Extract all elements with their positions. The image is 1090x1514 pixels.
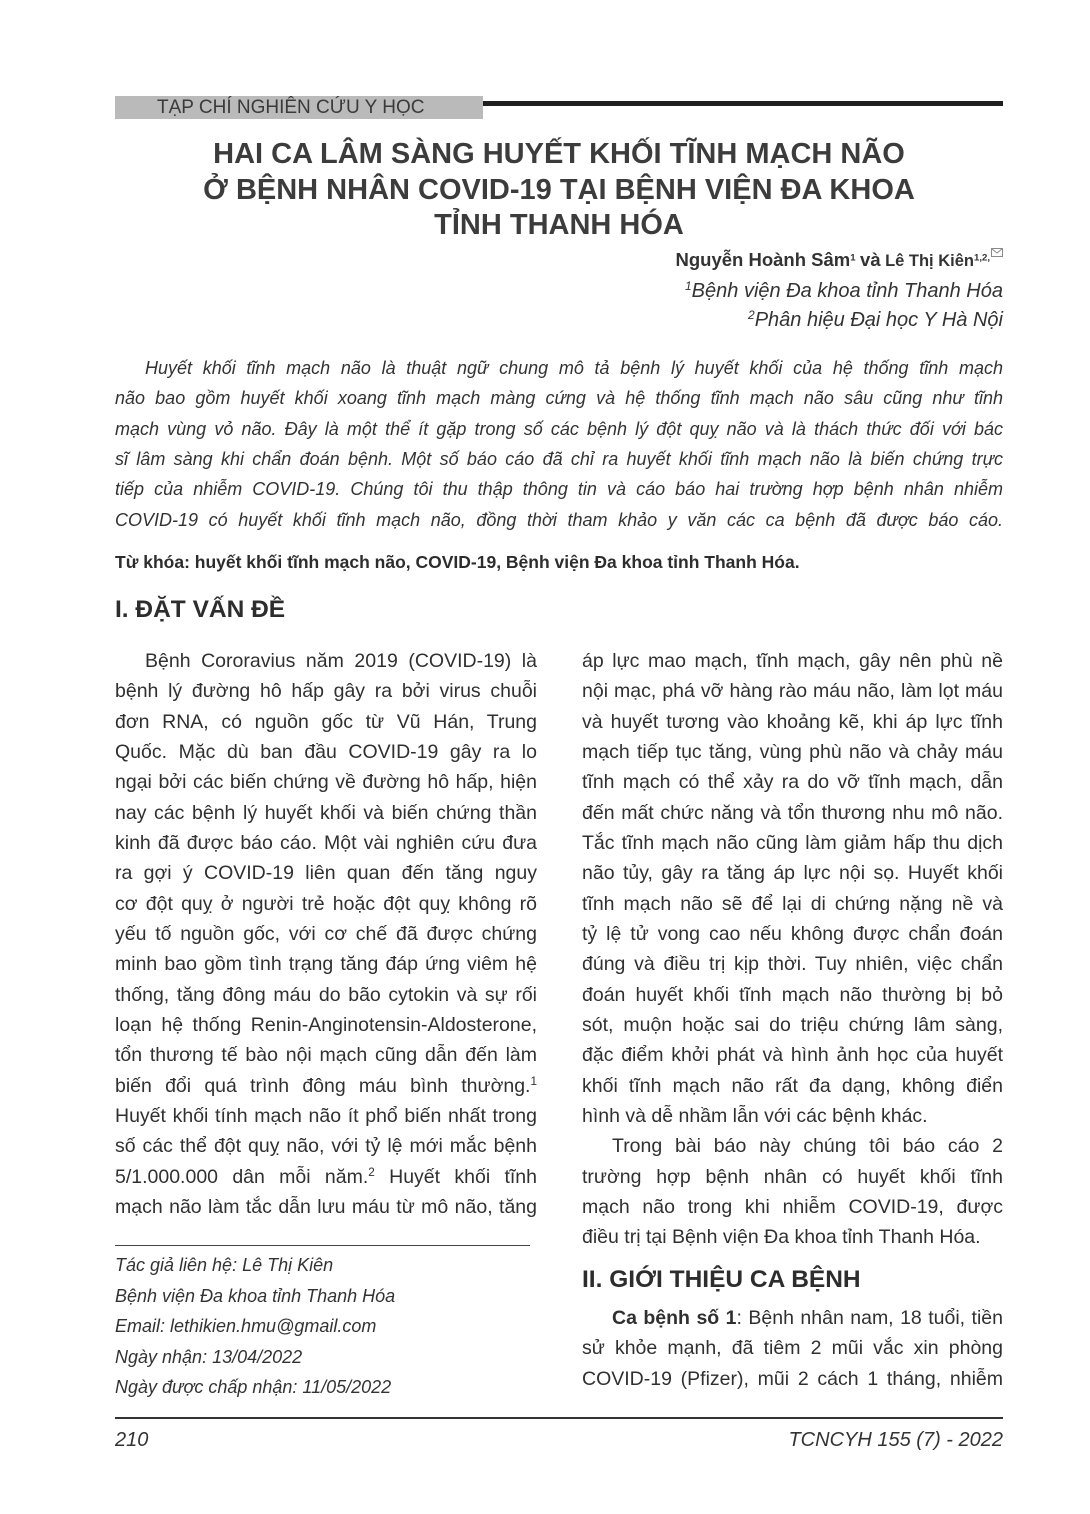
affiliation-sup: 2	[748, 307, 755, 322]
body-line: sử khỏe mạnh, đã tiêm 2 mũi vắc xin phòng	[582, 1337, 1003, 1360]
footnote-line: Bệnh viện Đa khoa tỉnh Thanh Hóa	[115, 1285, 396, 1306]
body-line-text: 5/1.000.000 dân mỗi năm.	[115, 1165, 369, 1188]
footnote-line: Ngày nhận: 13/04/2022	[115, 1346, 303, 1367]
body-line: áp lực mao mạch, tĩnh mạch, gây nên phù nề	[582, 650, 1003, 672]
case-report	[582, 1303, 1003, 1394]
section-heading-1: I. ĐẶT VẤN ĐỀ	[115, 596, 286, 623]
abstract-line: mạch vùng vỏ não. Đây là một thể ít gặp trong số các bệnh lý đột quỵ não và là thách thức đối với bác	[115, 418, 1003, 439]
body-line: đúng và điều trị kịp thời. Tuy nhiên, việc chẩn	[582, 953, 1003, 976]
body-line: nay các bệnh lý huyết khối và biến chứng thần	[115, 801, 537, 824]
left-column	[115, 646, 537, 1222]
abstract-line: COVID-19 có huyết khối tĩnh mạch não, đồng thời tham khảo y văn các ca bệnh đã được báo cáo.	[115, 509, 1003, 530]
footnote-rule	[115, 1245, 530, 1246]
citation-sup: 1	[530, 1074, 537, 1088]
body-line: tĩnh mạch não sẽ để lại di chứng nặng nề và	[582, 892, 1003, 915]
author-affil-sup-1: 1	[850, 252, 856, 264]
footnote-line: Email: lethikien.hmu@gmail.com	[115, 1316, 377, 1336]
body-line: ngại bởi các biến chứng về đường hô hấp, hiện	[115, 771, 537, 794]
body-line: minh bao gồm tình trạng tăng đáp ứng viêm hệ	[115, 953, 537, 976]
body-line: Bệnh Cororavius năm 2019 (COVID-19) là	[145, 650, 537, 672]
body-line: điều trị tại Bệnh viện Đa khoa tỉnh Thanh Hóa.	[582, 1226, 981, 1249]
body-line: tĩnh mạch có thể xảy ra do vỡ tĩnh mạch, dẫn	[582, 771, 1003, 794]
body-line	[582, 1303, 1003, 1333]
footnote	[115, 1250, 535, 1403]
body-line: Trong bài báo này chúng tôi báo cáo 2	[612, 1135, 1003, 1158]
journal-citation: TCNCYH 155 (7) - 2022	[788, 1429, 1003, 1451]
affiliation-text: Bệnh viện Đa khoa tỉnh Thanh Hóa	[691, 279, 1003, 302]
article-title	[115, 137, 1003, 244]
keywords-text: huyết khối tĩnh mạch não, COVID-19, Bệnh viện Đa khoa tỉnh Thanh Hóa.	[189, 552, 800, 572]
abstract-line: Huyết khối tĩnh mạch não là thuật ngữ chung mô tả bệnh lý huyết khối của hệ thống tĩnh mạch	[145, 357, 1003, 378]
title-line: Ở BỆNH NHÂN COVID-19 TẠI BỆNH VIỆN ĐA KHOA	[203, 173, 915, 206]
abstract	[115, 353, 1003, 535]
body-line: đơn RNA, có nguồn gốc từ Vũ Hán, Trung	[115, 710, 537, 733]
header-rule	[483, 101, 1003, 106]
body-line	[115, 1162, 537, 1192]
body-line: loạn hệ thống Renin-Anginotensin-Aldosterone,	[115, 1013, 537, 1036]
section-heading-2: II. GIỚI THIỆU CA BỆNH	[582, 1266, 861, 1293]
author-name-1: Nguyễn Hoành Sâm	[675, 249, 851, 270]
abstract-line: sĩ lâm sàng khi chẩn đoán bệnh. Một số báo cáo đã chỉ ra huyết khối tĩnh mạch não là biến chứng trực	[115, 448, 1003, 469]
abstract-line: tiếp của nhiễm COVID-19. Chúng tôi thu thập thông tin và cáo báo hai trường hợp bệnh nhân nhiễm	[115, 479, 1003, 500]
body-line: não tủy, gây ra tăng áp lực nội sọ. Huyết khối	[582, 862, 1003, 885]
affiliation-sup: 1	[684, 278, 692, 293]
body-line: đoán huyết khối tĩnh mạch não thường bị bỏ	[582, 983, 1003, 1006]
affiliation-1	[115, 277, 1003, 306]
body-line: Huyết khối tính mạch não ít phổ biến nhất trong	[115, 1104, 537, 1127]
body-line-text: biến đổi quá trình đông máu bình thường.	[115, 1074, 531, 1097]
body-line: đến mất chức năng và tổn thương nhu mô não.	[582, 801, 1003, 824]
body-line: cơ đột quỵ ở người trẻ hoặc đột quỵ không rõ	[115, 892, 537, 915]
footnote-line: Tác giả liên hệ: Lê Thị Kiên	[115, 1255, 334, 1275]
body-line: mạch não làm tắc dẫn lưu máu từ mô não, tăng	[115, 1195, 537, 1218]
envelope-icon	[991, 248, 1003, 257]
case-label: Ca bệnh số 1	[612, 1307, 737, 1329]
body-line: bệnh lý đường hô hấp gây ra bởi virus chuỗi	[115, 680, 537, 703]
body-line: Quốc. Mặc dù ban đầu COVID-19 gây ra lo	[115, 740, 537, 763]
body-line: khối tĩnh mạch não rất đa dạng, không điển	[582, 1074, 1003, 1097]
affiliation-text: Phân hiệu Đại học Y Hà Nội	[754, 308, 1003, 331]
body-line	[115, 1071, 537, 1101]
abstract-line: não bao gồm huyết khối xoang tĩnh mạch màng cứng và hệ thống tĩnh mạch não sâu cũng như tĩnh	[115, 388, 1003, 409]
body-line: hình và dễ nhầm lẫn với các bệnh khác.	[582, 1104, 928, 1127]
citation-sup: 2	[368, 1165, 375, 1179]
footnote-line: Ngày được chấp nhận: 11/05/2022	[115, 1377, 392, 1397]
body-line: đặc điểm khởi phát và hình ảnh học của huyết	[582, 1044, 1003, 1067]
title-line: TỈNH THANH HÓA	[434, 209, 684, 241]
body-line: tỷ lệ tử vong cao nếu không được chẩn đoán	[582, 922, 1003, 945]
page-number: 210	[115, 1429, 149, 1451]
title-line: HAI CA LÂM SÀNG HUYẾT KHỐI TĨNH MẠCH NÃO	[213, 138, 905, 170]
body-line: tổn thương tế bào nội mạch cũng dẫn đến làm	[115, 1044, 537, 1067]
body-line: Tắc tĩnh mạch não cũng làm giảm hấp thu dịch	[582, 831, 1003, 854]
body-line: thống, tăng đông máu do bão cytokin và sự rối	[115, 983, 537, 1006]
body-line: mạch tiếp tục tăng, vùng phù não và chảy máu	[582, 740, 1003, 763]
body-line: COVID-19 (Pfizer), mũi 2 cách 1 tháng, nhiễm	[582, 1367, 1003, 1390]
author-conjunction: và	[860, 249, 881, 270]
body-line: yếu tố nguồn gốc, với cơ chế đã được chứng	[115, 922, 537, 945]
body-line-text: : Bệnh nhân nam, 18 tuổi, tiền	[736, 1307, 1003, 1329]
affiliations	[115, 277, 1003, 335]
body-line: mạch não trong khi nhiễm COVID-19, được	[582, 1195, 1003, 1218]
body-line: kinh đã được báo cáo. Một vài nghiên cứu đưa	[115, 831, 537, 854]
body-line: ra gợi ý COVID-19 liên quan đến tăng nguy	[115, 862, 537, 885]
keywords-label: Từ khóa:	[115, 552, 190, 572]
keywords	[115, 547, 1003, 577]
author-name-2: Lê Thị Kiên	[885, 252, 974, 270]
affiliation-2	[115, 306, 1003, 335]
author-affil-sup-2: 1,2,	[973, 252, 990, 264]
journal-name: TẠP CHÍ NGHIÊN CỨU Y HỌC	[157, 97, 425, 118]
authors-line	[115, 246, 1003, 276]
header-bar	[115, 96, 483, 119]
body-line: và huyết tương vào khoảng kẽ, khi áp lực tĩnh	[582, 710, 1003, 733]
right-column	[582, 646, 1003, 1253]
body-line: trường hợp bệnh nhân có huyết khối tĩnh	[582, 1165, 1003, 1188]
body-line: nội mạc, phá vỡ hàng rào máu não, làm lọt máu	[582, 680, 1003, 703]
body-line: sót, muộn hoặc sai do triệu chứng lâm sàng,	[582, 1013, 1003, 1036]
body-line: số các thể đột quỵ não, với tỷ lệ mới mắc bệnh	[115, 1135, 537, 1158]
body-line-text: Huyết khối tĩnh	[374, 1165, 537, 1188]
footer-rule	[115, 1417, 1003, 1419]
